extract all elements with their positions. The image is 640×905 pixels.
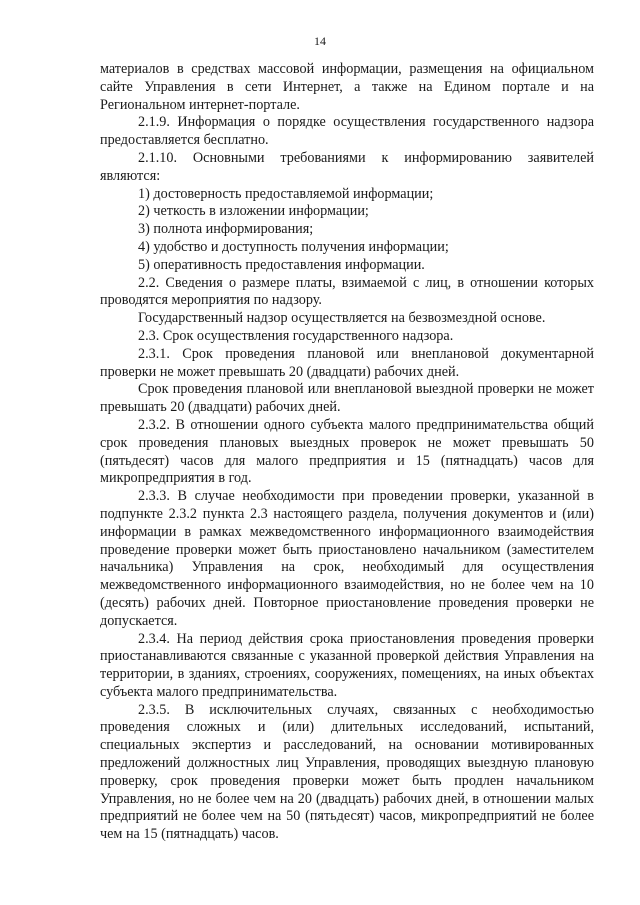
list-item: 1) достоверность предоставляемой информации; bbox=[138, 185, 434, 202]
paragraph-2-3-3: 2.3.3. В случае необходимости при проведении проверки, указанной в подпункте 2.3.2 пункта 2.3 настоящего раздела, получения документов и (или) информации в рамках межведомственного информационного взаимодействия проведение проверки может быть приостановлено начальником (заместителем начальника) Управления на срок, необходимый для осуществления межведомственного информационного взаимодействия, но не более чем на 10 (десять) рабочих дней. Повторное приостановление проведения проверки не допускается. bbox=[100, 488, 594, 629]
list-item: 2) четкость в изложении информации; bbox=[138, 203, 369, 220]
paragraph-2-3: 2.3. Срок осуществления государственного надзора. bbox=[138, 327, 454, 344]
paragraph-2-2: 2.2. Сведения о размере платы, взимаемой с лиц, в отношении которых проводятся мероприятия по надзору. bbox=[100, 274, 594, 309]
paragraph-2-3-5: 2.3.5. В исключительных случаях, связанных с необходимостью проведения сложных и (или) длительных исследований, испытаний, специальных экспертиз и расследований, на основании мотивированных предложений должностных лиц Управления, проводящих выездную плановую проверку, срок проведения проверки может быть продлен начальником Управления, но не более чем на 20 (двадцать) рабочих дней, в отношении малых предприятий не более чем на 50 (пятьдесят) часов, микропредприятий не более чем на 15 (пятнадцать) часов. bbox=[100, 701, 594, 843]
paragraph-2-1-9: 2.1.9. Информация о порядке осуществления государственного надзора предоставляется бесплатно. bbox=[100, 114, 594, 149]
paragraph-continuation: материалов в средствах массовой информации, размещения на официальном сайте Управления в сети Интернет, а также на Едином портале и на Региональном интернет-портале. bbox=[100, 61, 594, 113]
list-item: 4) удобство и доступность получения информации; bbox=[138, 238, 449, 255]
paragraph-2-1-10: 2.1.10. Основными требованиями к информированию заявителей являются: bbox=[100, 149, 594, 184]
paragraph-2-3-1: 2.3.1. Срок проведения плановой или внеплановой документарной проверки не может превышать 20 (двадцати) рабочих дней. bbox=[100, 345, 594, 380]
document-body bbox=[100, 61, 594, 844]
page-number: 14 bbox=[314, 34, 326, 48]
list-item: 3) полнота информирования; bbox=[138, 221, 314, 238]
list-item: 5) оперативность предоставления информации. bbox=[138, 256, 425, 273]
paragraph-free-basis: Государственный надзор осуществляется на безвозмездной основе. bbox=[138, 310, 546, 327]
paragraph-onsite-term: Срок проведения плановой или внеплановой выездной проверки не может превышать 20 (двадцати) рабочих дней. bbox=[100, 381, 594, 416]
paragraph-2-3-4: 2.3.4. На период действия срока приостановления проведения проверки приостанавливаются связанные с указанной проверкой действия Управления на территории, в зданиях, строениях, сооружениях, помещениях, на иных объектах субъекта малого предпринимательства. bbox=[100, 630, 594, 700]
paragraph-2-3-2: 2.3.2. В отношении одного субъекта малого предпринимательства общий срок проведения плановых выездных проверок не может превышать 50 (пятьдесят) часов для малого предприятия и 15 (пятнадцать) часов для микропредприятия в год. bbox=[100, 416, 594, 487]
